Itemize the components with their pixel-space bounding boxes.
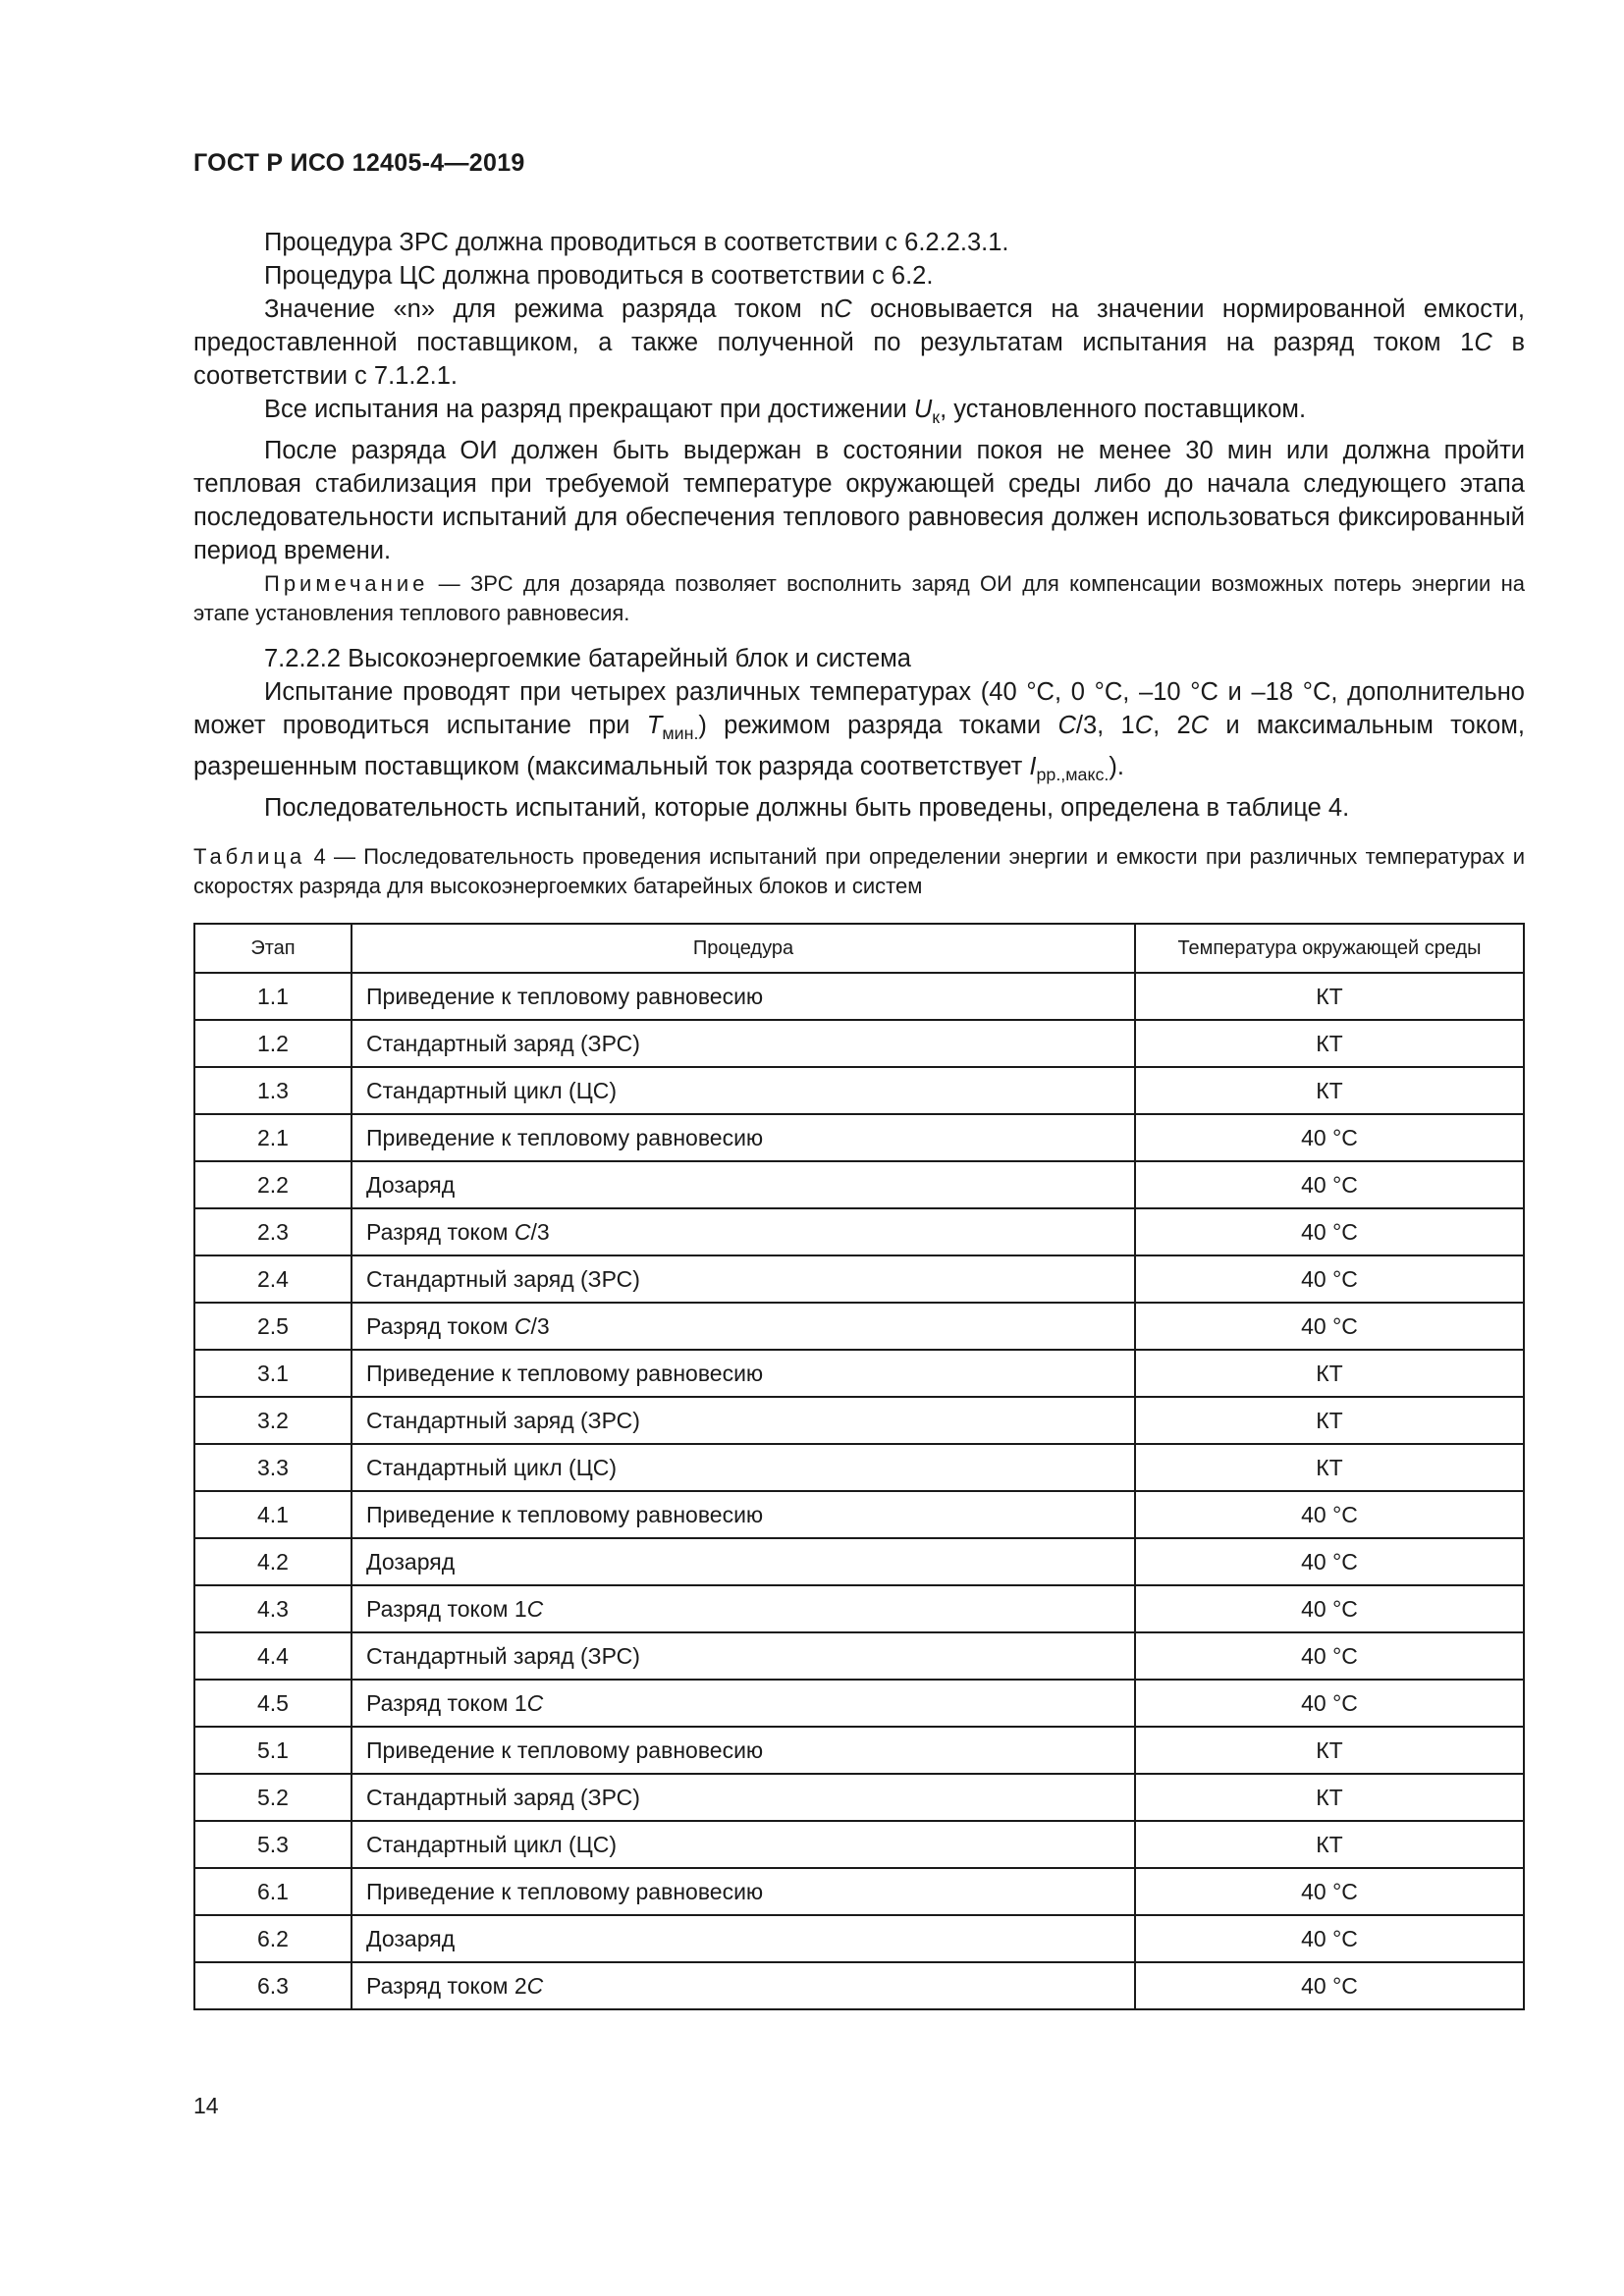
stage-cell: 3.1 — [194, 1350, 352, 1397]
table-row — [194, 1350, 1524, 1397]
procedure-text: Приведение к тепловому равновесию — [366, 1501, 764, 1527]
section-7-2-2-2 — [193, 642, 1525, 825]
temperature-cell: 40 °С — [1135, 1114, 1524, 1161]
procedure-text: Стандартный заряд (ЗРС) — [366, 1642, 640, 1669]
procedure-text: Дозаряд — [366, 1925, 456, 1951]
italic-symbol: T — [646, 712, 663, 739]
procedure-cell — [352, 1774, 1135, 1821]
temperature-cell: КТ — [1135, 1821, 1524, 1868]
temperature-cell: 40 °С — [1135, 1915, 1524, 1962]
temperature-cell: КТ — [1135, 973, 1524, 1020]
temperature-cell: КТ — [1135, 1397, 1524, 1444]
paragraph — [193, 293, 1525, 393]
temperature-cell: КТ — [1135, 1350, 1524, 1397]
stage-cell: 5.1 — [194, 1727, 352, 1774]
procedure-text: Дозаряд — [366, 1171, 456, 1198]
stage-cell: 1.2 — [194, 1020, 352, 1067]
procedure-cell — [352, 1821, 1135, 1868]
procedure-text: Разряд током 1 — [366, 1689, 527, 1716]
temperature-cell: 40 °С — [1135, 1255, 1524, 1303]
table-row — [194, 1915, 1524, 1962]
note-text: — ЗРС для дозаряда позволяет восполнить заряд ОИ для компенсации возможных потерь энергии на этапе установления теплового равновесия. — [193, 571, 1525, 625]
test-sequence-table — [193, 923, 1525, 2010]
procedure-cell — [352, 1444, 1135, 1491]
table-row — [194, 1632, 1524, 1680]
text-span: ) режимом разряда токами — [698, 712, 1058, 739]
stage-cell: 6.3 — [194, 1962, 352, 2009]
temperature-cell: 40 °С — [1135, 1585, 1524, 1632]
procedure-cell — [352, 1538, 1135, 1585]
procedure-text: Стандартный цикл (ЦС) — [366, 1454, 617, 1480]
document-header: ГОСТ Р ИСО 12405-4—2019 — [193, 149, 525, 177]
note-label: Примечание — [264, 571, 429, 596]
procedure-cell — [352, 1255, 1135, 1303]
italic-symbol: C — [526, 1689, 544, 1716]
body-paragraphs — [193, 226, 1525, 567]
procedure-text: Приведение к тепловому равновесию — [366, 1360, 764, 1386]
paragraph: Процедура ЗРС должна проводиться в соответствии с 6.2.2.3.1. — [264, 229, 1009, 256]
procedure-cell — [352, 1680, 1135, 1727]
table-row — [194, 1020, 1524, 1067]
text-span: , 2 — [1153, 712, 1191, 739]
stage-cell: 2.3 — [194, 1208, 352, 1255]
stage-cell: 2.1 — [194, 1114, 352, 1161]
temperature-cell: 40 °С — [1135, 1868, 1524, 1915]
text-span: Значение «n» для режима разряда током n — [264, 295, 835, 323]
text-span: в соответствии с 7.1.2.1. — [193, 329, 1525, 390]
table-row — [194, 1962, 1524, 2009]
table-row — [194, 973, 1524, 1020]
text-span: /3, 1 — [1075, 712, 1135, 739]
temperature-cell: КТ — [1135, 1774, 1524, 1821]
procedure-text: Стандартный заряд (ЗРС) — [366, 1784, 640, 1810]
subscript: к — [932, 407, 941, 428]
table-row — [194, 1114, 1524, 1161]
text-span: и максимальным током, разрешенным поставщиком (максимальный ток разряда соответствует — [193, 712, 1525, 781]
section-heading: 7.2.2.2 Высокоэнергоемкие батарейный блок и система — [264, 645, 911, 672]
procedure-text: Разряд током 2 — [366, 1972, 527, 1999]
temperature-cell: КТ — [1135, 1020, 1524, 1067]
procedure-cell — [352, 1114, 1135, 1161]
stage-cell: 1.1 — [194, 973, 352, 1020]
italic-symbol: C — [526, 1972, 544, 1999]
temperature-cell: 40 °С — [1135, 1538, 1524, 1585]
procedure-cell — [352, 1868, 1135, 1915]
procedure-text: Стандартный заряд (ЗРС) — [366, 1265, 640, 1292]
italic-symbol: U — [913, 396, 933, 423]
procedure-cell — [352, 1397, 1135, 1444]
procedure-text: Стандартный цикл (ЦС) — [366, 1077, 617, 1103]
table-row — [194, 1397, 1524, 1444]
temperature-cell: 40 °С — [1135, 1680, 1524, 1727]
procedure-suffix: /3 — [530, 1312, 550, 1339]
stage-cell: 6.1 — [194, 1868, 352, 1915]
table-row — [194, 1208, 1524, 1255]
table-row — [194, 1444, 1524, 1491]
procedure-cell — [352, 1161, 1135, 1208]
table-row — [194, 1774, 1524, 1821]
procedure-text: Разряд током — [366, 1312, 514, 1339]
procedure-text: Приведение к тепловому равновесию — [366, 1124, 764, 1150]
procedure-cell — [352, 1915, 1135, 1962]
stage-cell: 4.5 — [194, 1680, 352, 1727]
stage-cell: 1.3 — [194, 1067, 352, 1114]
italic-symbol: C — [526, 1595, 544, 1622]
italic-symbol: C — [514, 1312, 531, 1339]
column-header-temperature: Температура окружающей среды — [1135, 924, 1524, 973]
table-caption-label: Таблица — [193, 844, 306, 869]
procedure-text: Разряд током — [366, 1218, 514, 1245]
temperature-cell: 40 °С — [1135, 1491, 1524, 1538]
procedure-cell — [352, 1491, 1135, 1538]
table-row — [194, 1161, 1524, 1208]
procedure-cell — [352, 1303, 1135, 1350]
italic-symbol: C — [1057, 712, 1076, 739]
temperature-cell: КТ — [1135, 1727, 1524, 1774]
table-caption-text: 4 — Последовательность проведения испытаний при определении энергии и емкости при различных температурах и скоростях разряда для высокоэнергоемких батарейных блоков и систем — [193, 844, 1525, 898]
italic-symbol: C — [834, 295, 852, 323]
procedure-cell — [352, 1350, 1135, 1397]
table-row — [194, 1538, 1524, 1585]
column-header-procedure: Процедура — [352, 924, 1135, 973]
procedure-suffix: /3 — [530, 1218, 550, 1245]
table-row — [194, 1491, 1524, 1538]
procedure-text: Разряд током 1 — [366, 1595, 527, 1622]
table-header-row — [194, 924, 1524, 973]
stage-cell: 3.3 — [194, 1444, 352, 1491]
table-row — [194, 1303, 1524, 1350]
text-span: ). — [1109, 753, 1124, 781]
temperature-cell: КТ — [1135, 1444, 1524, 1491]
procedure-text: Стандартный заряд (ЗРС) — [366, 1030, 640, 1056]
table-row — [194, 1727, 1524, 1774]
stage-cell: 2.5 — [194, 1303, 352, 1350]
table-row — [194, 1821, 1524, 1868]
procedure-cell — [352, 1208, 1135, 1255]
table-row — [194, 1255, 1524, 1303]
text-span: Все испытания на разряд прекращают при достижении — [264, 396, 914, 423]
procedure-text: Дозаряд — [366, 1548, 456, 1575]
page-number: 14 — [193, 2093, 219, 2118]
temperature-cell: КТ — [1135, 1067, 1524, 1114]
procedure-text: Приведение к тепловому равновесию — [366, 1736, 764, 1763]
stage-cell: 2.2 — [194, 1161, 352, 1208]
procedure-text: Приведение к тепловому равновесию — [366, 1878, 764, 1904]
table-row — [194, 1680, 1524, 1727]
text-span: Испытание проводят при четырех различных температурах (40 °С, 0 °С, –10 °С и –18 °С, дополнительно может проводиться испытание при — [193, 678, 1525, 739]
table-row — [194, 1585, 1524, 1632]
stage-cell: 5.2 — [194, 1774, 352, 1821]
temperature-cell: 40 °С — [1135, 1161, 1524, 1208]
procedure-cell — [352, 1962, 1135, 2009]
temperature-cell: 40 °С — [1135, 1632, 1524, 1680]
paragraph: Процедура ЦС должна проводиться в соответствии с 6.2. — [264, 262, 934, 290]
subscript: рр.,макс. — [1036, 765, 1110, 785]
stage-cell: 5.3 — [194, 1821, 352, 1868]
table-row — [194, 1868, 1524, 1915]
stage-cell: 4.4 — [194, 1632, 352, 1680]
procedure-cell — [352, 1020, 1135, 1067]
stage-cell: 4.3 — [194, 1585, 352, 1632]
italic-symbol: I — [1029, 753, 1037, 781]
procedure-cell — [352, 1727, 1135, 1774]
paragraph — [193, 675, 1525, 791]
text-span: основывается на значении нормированной емкости, предоставленной поставщиком, а также полученной по результатам испытания на разряд током 1 — [193, 295, 1525, 356]
procedure-text: Приведение к тепловому равновесию — [366, 983, 764, 1009]
temperature-cell: 40 °С — [1135, 1962, 1524, 2009]
stage-cell: 4.1 — [194, 1491, 352, 1538]
temperature-cell: 40 °С — [1135, 1208, 1524, 1255]
stage-cell: 6.2 — [194, 1915, 352, 1962]
procedure-cell — [352, 973, 1135, 1020]
procedure-cell — [352, 1067, 1135, 1114]
table-caption — [193, 842, 1525, 901]
italic-symbol: C — [1134, 712, 1154, 739]
stage-cell: 3.2 — [194, 1397, 352, 1444]
temperature-cell: 40 °С — [1135, 1303, 1524, 1350]
procedure-cell — [352, 1585, 1135, 1632]
stage-cell: 2.4 — [194, 1255, 352, 1303]
column-header-stage: Этап — [194, 924, 352, 973]
paragraph: Последовательность испытаний, которые должны быть проведены, определена в таблице 4. — [264, 794, 1350, 823]
subscript: мин. — [662, 723, 699, 744]
table-row — [194, 1067, 1524, 1114]
paragraph — [193, 393, 1525, 434]
stage-cell: 4.2 — [194, 1538, 352, 1585]
procedure-text: Стандартный цикл (ЦС) — [366, 1831, 617, 1857]
italic-symbol: C — [1474, 329, 1492, 356]
procedure-cell — [352, 1632, 1135, 1680]
note — [193, 569, 1525, 628]
italic-symbol: C — [1190, 712, 1210, 739]
text-span: , установленного поставщиком. — [940, 396, 1307, 423]
italic-symbol: C — [514, 1218, 531, 1245]
procedure-text: Стандартный заряд (ЗРС) — [366, 1407, 640, 1433]
paragraph: После разряда ОИ должен быть выдержан в состоянии покоя не менее 30 мин или должна пройти тепловая стабилизация при требуемой температуре окружающей среды либо до начала следующего этапа последовательности испытаний для обеспечения теплового равновесия должен использоваться фиксированный период времени. — [193, 437, 1525, 565]
